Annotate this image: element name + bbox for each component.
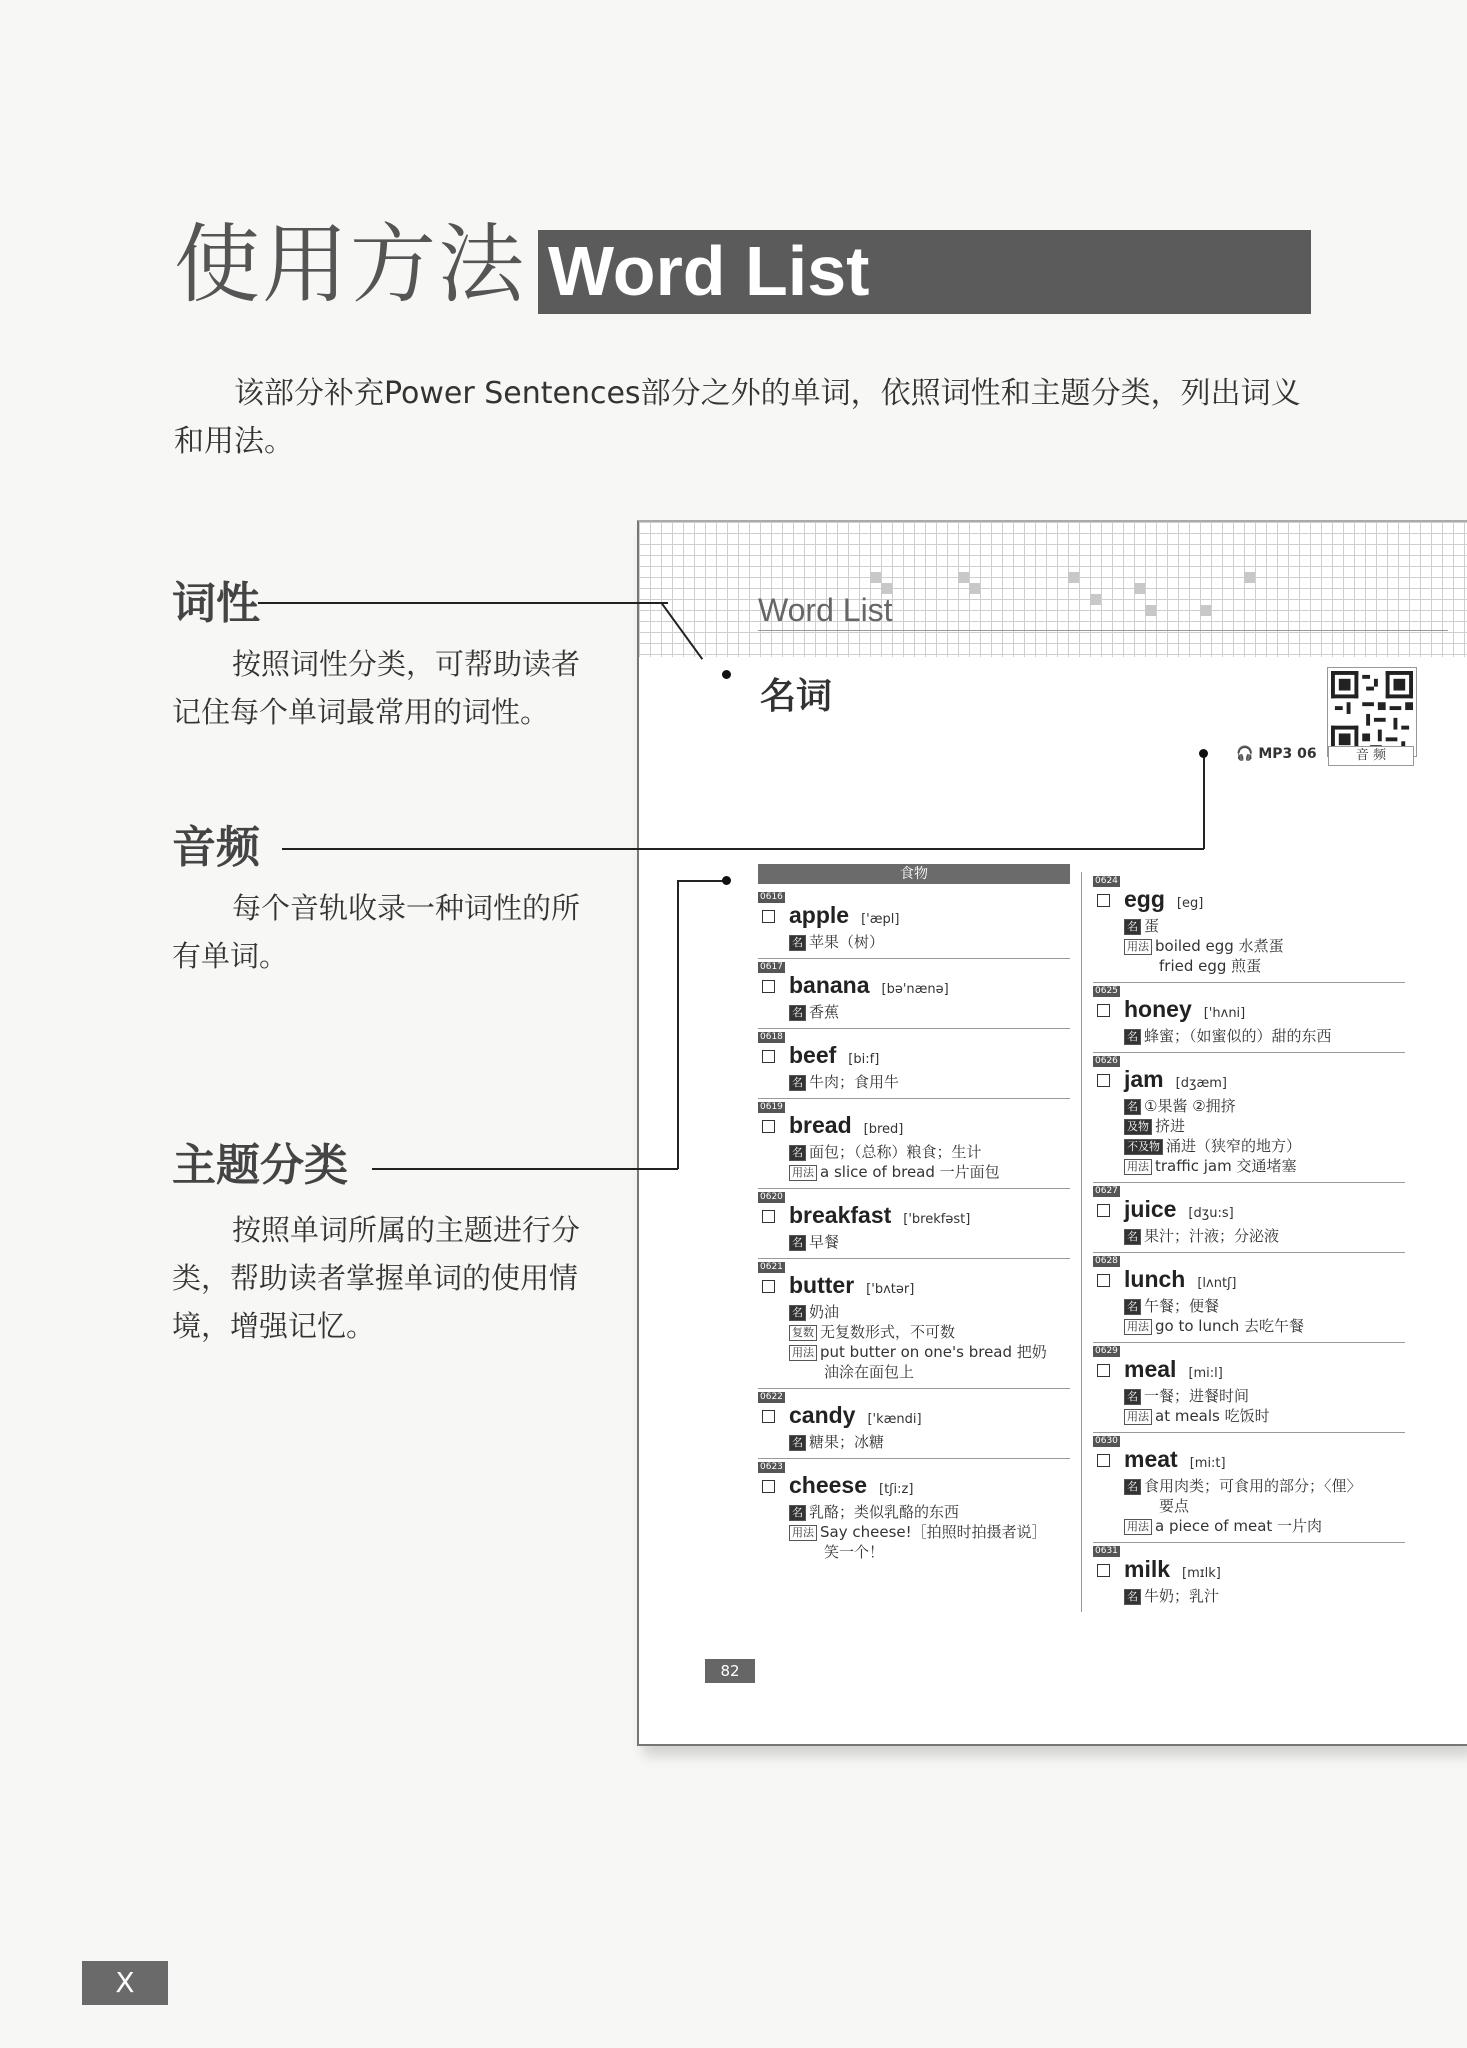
definition-text: go to lunch 去吃午餐 xyxy=(1155,1317,1304,1335)
entry-definition xyxy=(824,1542,884,1562)
entry-word xyxy=(1124,1556,1221,1583)
intro-paragraph xyxy=(174,370,1324,466)
entry-number: 0625 xyxy=(1095,986,1118,996)
word-entry xyxy=(758,892,1078,962)
entry-checkbox[interactable] xyxy=(1097,1074,1110,1087)
pronunciation: ['æpl] xyxy=(861,912,900,927)
entry-number: 0622 xyxy=(760,1392,783,1402)
entry-word xyxy=(789,1272,914,1299)
definition-text: 挤进 xyxy=(1155,1117,1186,1135)
definition-text: 要点 xyxy=(1159,1497,1190,1515)
definition-text: 笑一个！ xyxy=(824,1543,885,1561)
definition-text: 食用肉类；可食用的部分；〈俚〉 xyxy=(1144,1477,1362,1495)
leader-line-audio xyxy=(282,848,1204,850)
pronunciation: [dʒu:s] xyxy=(1188,1206,1234,1221)
intro-text: 该部分补充Power Sentences部分之外的单词，依照词性和主题分类，列出词义和用法。 xyxy=(174,376,1301,459)
entry-number: 0620 xyxy=(760,1192,783,1202)
entry-word xyxy=(789,1042,879,1069)
entry-definition xyxy=(1124,1226,1279,1246)
definition-text: 苹果（树） xyxy=(809,933,885,951)
pos-tag: 名 xyxy=(1124,1299,1141,1315)
pronunciation: [bred] xyxy=(863,1122,904,1137)
entry-checkbox[interactable] xyxy=(1097,1364,1110,1377)
headword: apple xyxy=(789,902,850,928)
definition-text: 蜂蜜；（如蜜似的）甜的东西 xyxy=(1144,1027,1332,1045)
entry-separator xyxy=(758,1098,1070,1099)
entry-definition xyxy=(1124,1156,1297,1176)
entry-definition xyxy=(789,1342,1047,1362)
definition-text: a piece of meat 一片肉 xyxy=(1155,1517,1323,1535)
headword: lunch xyxy=(1124,1266,1186,1292)
headword: beef xyxy=(789,1042,837,1068)
entry-checkbox[interactable] xyxy=(762,1050,775,1063)
entry-separator xyxy=(758,1388,1070,1389)
entry-number: 0627 xyxy=(1095,1186,1118,1196)
entry-separator xyxy=(758,958,1070,959)
entry-number: 0623 xyxy=(760,1462,783,1472)
pos-tag: 用法 xyxy=(1124,1409,1152,1425)
headword: bread xyxy=(789,1112,852,1138)
definition-text: 涌进（狭窄的地方） xyxy=(1166,1137,1302,1155)
entry-number: 0628 xyxy=(1095,1256,1118,1266)
pos-tag: 用法 xyxy=(789,1525,817,1541)
entry-definition xyxy=(789,1302,839,1322)
entry-definition xyxy=(1124,1116,1185,1136)
pos-tag: 名 xyxy=(1124,1589,1141,1605)
entry-word xyxy=(1124,1446,1226,1473)
definition-text: 面包；（总称）粮食；生计 xyxy=(809,1143,982,1161)
section-heading-audio: 音频 xyxy=(172,822,260,873)
entry-separator xyxy=(758,1258,1070,1259)
definition-text: at meals 吃饭时 xyxy=(1155,1407,1270,1425)
pos-tag: 名 xyxy=(1124,919,1141,935)
pos-tag: 名 xyxy=(1124,1229,1141,1245)
pronunciation: [eg] xyxy=(1176,896,1204,911)
entry-separator xyxy=(758,1028,1070,1029)
entry-word xyxy=(789,902,899,929)
pos-tag: 用法 xyxy=(789,1345,817,1361)
entry-number: 0621 xyxy=(760,1262,783,1272)
preview-page-number: 82 xyxy=(705,1659,755,1683)
pos-tag: 名 xyxy=(789,1145,806,1161)
entry-definition xyxy=(1124,1096,1236,1116)
pos-tag: 用法 xyxy=(1124,1159,1152,1175)
section-heading-topic: 主题分类 xyxy=(172,1140,348,1191)
pronunciation: [mi:t] xyxy=(1189,1456,1226,1471)
entry-definition xyxy=(1124,1476,1362,1496)
word-entry xyxy=(758,1262,1078,1392)
entry-number: 0619 xyxy=(760,1102,783,1112)
entry-number: 0626 xyxy=(1095,1056,1118,1066)
pos-heading: 名词 xyxy=(760,676,833,717)
pronunciation: [tʃi:z] xyxy=(879,1482,914,1497)
entry-definition xyxy=(789,1142,982,1162)
entry-checkbox[interactable] xyxy=(1097,894,1110,907)
entry-separator xyxy=(758,1458,1070,1459)
entry-definition xyxy=(1124,916,1159,936)
definition-text: 牛肉；食用牛 xyxy=(809,1073,900,1091)
definition-text: boiled egg 水煮蛋 xyxy=(1155,937,1284,955)
leader-dot-pos xyxy=(722,670,731,679)
entry-checkbox[interactable] xyxy=(762,1120,775,1133)
entry-word xyxy=(789,1402,922,1429)
section-text-topic: 按照单词所属的主题进行分类，帮助读者掌握单词的使用情境，增强记忆。 xyxy=(172,1213,581,1343)
pronunciation: [mɪlk] xyxy=(1182,1566,1221,1581)
leader-dot-audio xyxy=(1199,749,1208,758)
entry-checkbox[interactable] xyxy=(762,910,775,923)
definition-text: 果汁；汁液；分泌液 xyxy=(1144,1227,1280,1245)
definition-text: 蛋 xyxy=(1144,917,1160,935)
entry-number: 0618 xyxy=(760,1032,783,1042)
definition-text: Say cheese!［拍照时拍摄者说］ xyxy=(820,1523,1047,1541)
page-title: 使用方法 xyxy=(174,215,526,315)
entry-definition xyxy=(1159,1496,1189,1516)
entry-definition xyxy=(789,1162,1000,1182)
definition-text: 早餐 xyxy=(809,1233,840,1251)
mp3-track[interactable] xyxy=(1236,746,1317,762)
headword: breakfast xyxy=(789,1202,892,1228)
definition-text: a slice of bread 一片面包 xyxy=(820,1163,1000,1181)
divider xyxy=(758,630,1448,631)
entry-definition xyxy=(789,1502,959,1522)
pos-tag: 名 xyxy=(1124,1029,1141,1045)
pronunciation: [dʒæm] xyxy=(1175,1076,1227,1091)
word-entry xyxy=(1093,1186,1413,1256)
leader-line-topic xyxy=(372,1168,678,1170)
entry-number: 0629 xyxy=(1095,1346,1118,1356)
column-divider xyxy=(1081,872,1082,1612)
entry-checkbox[interactable] xyxy=(1097,1564,1110,1577)
preview-heading: Word List xyxy=(758,592,893,628)
qr-label: 音 频 xyxy=(1328,746,1414,766)
pronunciation: ['hʌni] xyxy=(1203,1006,1246,1021)
pronunciation: ['kændi] xyxy=(867,1412,922,1427)
pos-tag: 名 xyxy=(789,1505,806,1521)
headword: meat xyxy=(1124,1446,1178,1472)
entry-word xyxy=(1124,886,1203,913)
entry-checkbox[interactable] xyxy=(762,980,775,993)
entry-definition xyxy=(1124,1386,1249,1406)
entry-definition xyxy=(789,1002,839,1022)
entry-checkbox[interactable] xyxy=(762,1480,775,1493)
word-entry xyxy=(758,1192,1078,1262)
entry-word xyxy=(1124,1196,1234,1223)
leader-line-pos xyxy=(258,602,668,604)
headword: meal xyxy=(1124,1356,1177,1382)
pronunciation: ['brekfəst] xyxy=(903,1212,971,1227)
definition-text: 牛奶；乳汁 xyxy=(1144,1587,1220,1605)
word-entry xyxy=(1093,876,1413,986)
entry-word xyxy=(1124,1066,1227,1093)
definition-text: traffic jam 交通堵塞 xyxy=(1155,1157,1297,1175)
definition-text: 一餐；进餐时间 xyxy=(1144,1387,1250,1405)
category-bar: 食物 xyxy=(758,864,1070,884)
entry-definition xyxy=(1124,936,1284,956)
pos-tag: 名 xyxy=(789,1305,806,1321)
headword: milk xyxy=(1124,1556,1171,1582)
entry-definition xyxy=(1124,1296,1219,1316)
entry-separator xyxy=(1093,982,1405,983)
entry-checkbox[interactable] xyxy=(762,1210,775,1223)
definition-text: 糖果；冰糖 xyxy=(809,1433,885,1451)
pos-tag: 用法 xyxy=(1124,939,1152,955)
definition-text: fried egg 煎蛋 xyxy=(1159,957,1262,975)
section-heading-pos: 词性 xyxy=(172,578,260,629)
pos-tag: 名 xyxy=(789,1005,806,1021)
pos-tag: 用法 xyxy=(1124,1319,1152,1335)
entry-definition xyxy=(1124,1406,1270,1426)
entry-word xyxy=(789,1472,913,1499)
word-entry xyxy=(758,1102,1078,1192)
pos-tag: 名 xyxy=(789,935,806,951)
entry-definition xyxy=(1124,1516,1322,1536)
pos-tag: 名 xyxy=(789,1235,806,1251)
entry-definition xyxy=(789,1522,1047,1542)
headword: cheese xyxy=(789,1472,868,1498)
entry-number: 0624 xyxy=(1095,876,1118,886)
entry-separator xyxy=(1093,1252,1405,1253)
qr-code[interactable] xyxy=(1327,667,1417,757)
entry-number: 0616 xyxy=(760,892,783,902)
definition-text: 香蕉 xyxy=(809,1003,840,1021)
entry-checkbox[interactable] xyxy=(1097,1004,1110,1017)
definition-text: put butter on one's bread 把奶 xyxy=(820,1343,1047,1361)
word-entry xyxy=(758,1392,1078,1462)
entry-separator xyxy=(1093,1182,1405,1183)
entry-word xyxy=(1124,1266,1237,1293)
word-entry xyxy=(1093,1546,1413,1616)
definition-text: 无复数形式，不可数 xyxy=(820,1323,956,1341)
headword: butter xyxy=(789,1272,855,1298)
headword: egg xyxy=(1124,886,1165,912)
word-entry xyxy=(758,1462,1078,1572)
entry-checkbox[interactable] xyxy=(762,1280,775,1293)
entry-definition xyxy=(1124,1316,1304,1336)
word-entry xyxy=(1093,1256,1413,1346)
entry-checkbox[interactable] xyxy=(762,1410,775,1423)
entry-definition xyxy=(1159,956,1261,976)
entry-separator xyxy=(1093,1052,1405,1053)
word-entry xyxy=(1093,1056,1413,1186)
pronunciation: [bi:f] xyxy=(848,1052,880,1067)
entry-number: 0631 xyxy=(1095,1546,1118,1556)
definition-text: 油涂在面包上 xyxy=(824,1363,915,1381)
entry-number: 0630 xyxy=(1095,1436,1118,1446)
entry-separator xyxy=(758,1188,1070,1189)
word-entry xyxy=(758,962,1078,1032)
word-entry xyxy=(1093,1346,1413,1436)
header-grid-pattern xyxy=(639,522,1467,657)
pronunciation: [mi:l] xyxy=(1188,1366,1223,1381)
entry-separator xyxy=(1093,1342,1405,1343)
definition-text: 乳酪；类似乳酪的东西 xyxy=(809,1503,960,1521)
headword: jam xyxy=(1124,1066,1164,1092)
definition-text: ①果酱 ②拥挤 xyxy=(1144,1097,1236,1115)
entry-word xyxy=(789,1112,903,1139)
entry-checkbox[interactable] xyxy=(1097,1204,1110,1217)
entry-separator xyxy=(1093,1432,1405,1433)
entry-word xyxy=(789,972,949,999)
leader-dot-topic xyxy=(722,876,731,885)
qr-code-icon xyxy=(1331,671,1413,753)
entry-definition xyxy=(824,1362,914,1382)
pos-tag: 名 xyxy=(1124,1099,1141,1115)
section-text-pos: 按照词性分类，可帮助读者记住每个单词最常用的词性。 xyxy=(172,647,581,729)
pronunciation: ['bʌtər] xyxy=(866,1282,915,1297)
entry-definition xyxy=(789,1432,884,1452)
word-entry xyxy=(1093,986,1413,1056)
headphones-icon: 🎧 xyxy=(1236,746,1254,762)
entry-word xyxy=(1124,1356,1223,1383)
definition-text: 奶油 xyxy=(809,1303,840,1321)
entry-word xyxy=(789,1202,970,1229)
page-title-en: Word List xyxy=(548,232,870,310)
entry-definition xyxy=(1124,1136,1301,1156)
entry-definition xyxy=(789,1232,839,1252)
entry-number: 0617 xyxy=(760,962,783,972)
entry-separator xyxy=(1093,1542,1405,1543)
pos-tag: 名 xyxy=(1124,1479,1141,1495)
pos-tag: 名 xyxy=(1124,1389,1141,1405)
page-folio: X xyxy=(82,1961,168,2005)
pos-tag: 用法 xyxy=(789,1165,817,1181)
mp3-label: MP3 06 xyxy=(1258,746,1317,762)
pos-tag: 复数 xyxy=(789,1325,817,1341)
entry-word xyxy=(1124,996,1245,1023)
entry-definition xyxy=(789,1322,955,1342)
word-entry xyxy=(758,1032,1078,1102)
word-entry xyxy=(1093,1436,1413,1546)
headword: honey xyxy=(1124,996,1192,1022)
entry-definition xyxy=(789,1072,899,1092)
pronunciation: [bə'nænə] xyxy=(881,982,949,997)
entry-definition xyxy=(1124,1586,1219,1606)
entry-definition xyxy=(789,932,884,952)
headword: juice xyxy=(1124,1196,1177,1222)
headword: banana xyxy=(789,972,870,998)
section-text-audio: 每个音轨收录一种词性的所有单词。 xyxy=(172,891,581,973)
entry-checkbox[interactable] xyxy=(1097,1274,1110,1287)
definition-text: 午餐；便餐 xyxy=(1144,1297,1220,1315)
entry-checkbox[interactable] xyxy=(1097,1454,1110,1467)
pronunciation: [lʌntʃ] xyxy=(1197,1276,1237,1291)
headword: candy xyxy=(789,1402,856,1428)
pos-tag: 不及物 xyxy=(1124,1139,1163,1155)
pos-tag: 名 xyxy=(789,1075,806,1091)
pos-tag: 名 xyxy=(789,1435,806,1451)
pos-tag: 用法 xyxy=(1124,1519,1152,1535)
entry-definition xyxy=(1124,1026,1332,1046)
pos-tag: 及物 xyxy=(1124,1119,1152,1135)
